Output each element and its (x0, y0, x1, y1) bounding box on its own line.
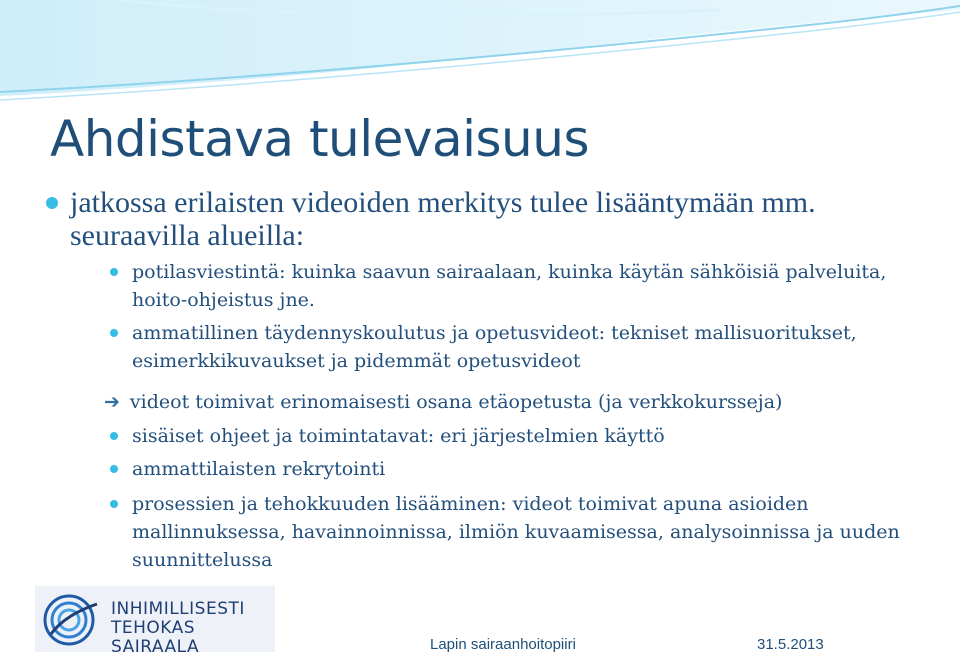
list-item (132, 258, 932, 314)
arrow-right-icon: ➔ (104, 391, 120, 413)
footer-organization: Lapin sairaanhoitopiiri (430, 636, 576, 653)
main-point-text: jatkossa erilaisten videoiden merkitys tulee lisääntymään mm. seuraavilla alueilla: (70, 186, 816, 252)
bullet-icon (46, 197, 58, 209)
list-item-text: potilasviestintä: kuinka saavun sairaalaan, kuinka käytän sähköisiä palveluita, hoito-ohjeistus jne. (132, 261, 887, 311)
list-item-text: ammatillinen täydennyskoulutus ja opetusvideot: tekniset mallisuoritukset, esimerkkikuvaukset ja pidemmät opetusvideot (132, 322, 857, 372)
list-item (132, 455, 932, 483)
list-item-text: ammattilaisten rekrytointi (132, 458, 386, 480)
list-item (132, 319, 932, 375)
bullet-icon (110, 268, 118, 276)
list-item (132, 490, 932, 574)
slide-title: Ahdistava tulevaisuus (50, 110, 589, 168)
list-item (132, 422, 932, 450)
hospital-logo (35, 586, 275, 657)
list-item-text: prosessien ja tehokkuuden lisääminen: videot toimivat apuna asioiden mallinnuksessa, havainnoinnissa, ilmiön kuvaamisessa, analysoinnissa ja uuden suunnittelussa (132, 493, 900, 571)
logo-line-1: INHIMILLISESTI (111, 599, 245, 619)
bullet-icon (110, 500, 118, 508)
arrow-note (104, 388, 782, 416)
list-item-text: sisäiset ohjeet ja toimintatavat: eri järjestelmien käyttö (132, 425, 665, 447)
bullet-icon (110, 329, 118, 337)
header-wave-decoration (0, 0, 960, 110)
logo-line-2: TEHOKAS SAIRAALA (111, 618, 200, 657)
arrow-note-text: videot toimivat erinomaisesti osana etäopetusta (ja verkkokursseja) (129, 391, 783, 413)
logo-emblem-icon (39, 590, 103, 648)
footer-date: 31.5.2013 (757, 636, 824, 653)
bullet-icon (110, 465, 118, 473)
main-point (70, 186, 930, 252)
bullet-icon (110, 432, 118, 440)
logo-text (111, 600, 275, 657)
